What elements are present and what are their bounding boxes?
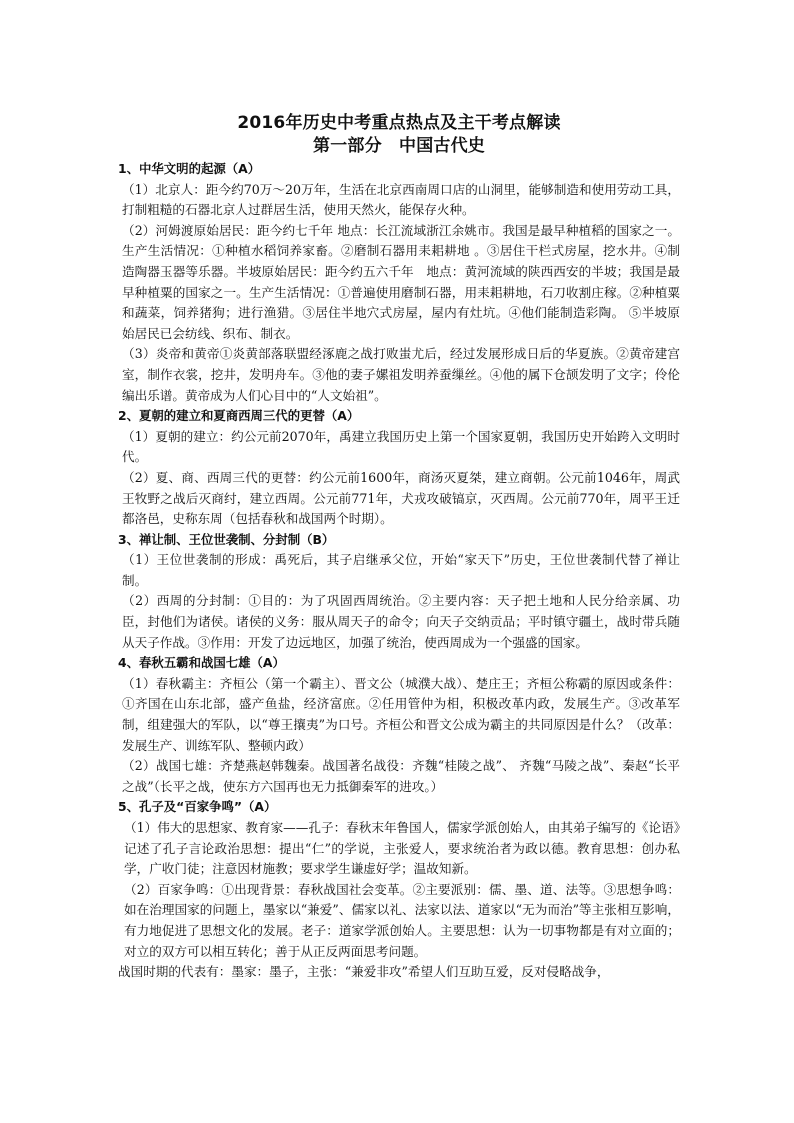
section-heading: 2、夏朝的建立和夏商西周三代的更替（A）	[118, 408, 360, 424]
section-2	[118, 406, 680, 530]
document-page	[118, 112, 680, 983]
paragraph: （1）伟大的思想家、教育家——孔子：春秋末年鲁国人，儒家学派创始人，由其弟子编写的《论语》记述了孔子言论政治思想：提出“仁”的学说，主张爱人，要求统治者为政以德。教育思想：创办私学，广收门徒；注意因材施教；要求学生谦虚好学；温故知新。	[124, 820, 680, 877]
paragraph: （2）战国七雄：齐楚燕赵韩魏秦。战国著名战役：齐魏“桂陵之战”、 齐魏“马陵之战”、秦赵“长平之战”（长平之战，使东方六国再也无力抵御秦军的进攻。）	[122, 758, 680, 794]
paragraph: （1）夏朝的建立：约公元前2070年，禹建立我国历史上第一个国家夏朝，我国历史开始跨入文明时代。	[122, 428, 680, 465]
section-heading: 1、中华文明的起源（A）	[118, 161, 261, 176]
section-3	[118, 530, 680, 654]
section-1	[118, 159, 680, 406]
paragraph: （1）春秋霸主：齐桓公（第一个霸主）、晋文公（城濮大战）、楚庄王；齐桓公称霸的原因或条件：①齐国在山东北部，盛产鱼盐，经济富庶。②任用管仲为相，积极改革内政，发展生产。③改革军制，组建强大的军队，以“尊王攘夷”为口号。齐桓公和晋文公成为霸主的共同原因是什么？（改革：发展生产、训练军队、整顿内政）	[122, 675, 680, 753]
paragraph: （1）北京人：距今约70万～20万年，生活在北京西南周口店的山洞里，能够制造和使用劳动工具，打制粗糙的石器北京人过群居生活，使用天然火，能保存火种。	[122, 181, 680, 218]
section-5	[118, 797, 680, 982]
paragraph: （2）夏、商、西周三代的更替：约公元前1600年，商汤灭夏桀，建立商朝。公元前1046年，周武王牧野之战后灭商纣，建立西周。公元前771年，犬戎攻破镐京，灭西周。公元前770年，周平王迁都洛邑，史称东周（包括春秋和战国两个时期）。	[122, 469, 680, 527]
section-heading: 4、春秋五霸和战国七雄（A）	[118, 655, 285, 671]
section-4	[118, 653, 680, 797]
paragraph: （1）王位世袭制的形成：禹死后，其子启继承父位，开始“家天下”历史，王位世袭制代替了禅让制。	[122, 552, 680, 588]
paragraph: 战国时期的代表有：墨家：墨子，主张：“兼爱非攻”希望人们互助互爱，反对侵略战争，	[118, 964, 610, 980]
paragraph: （2）西周的分封制：①目的：为了巩固西周统治。②主要内容：天子把土地和人民分给亲属、功臣，封他们为诸侯。诸侯的义务：服从周天子的命令；向天子交纳贡品；平时镇守疆土，战时带兵随从天子作战。③作用：开发了边远地区，加强了统治，使西周成为一个强盛的国家。	[122, 593, 680, 650]
section-heading: 3、禅让制、王位世袭制、分封制（B）	[118, 531, 335, 547]
page-title: 2016年历史中考重点热点及主干考点解读	[237, 113, 561, 133]
paragraph: （2）河姆渡原始居民：距今约七千年 地点：长江流域浙江余姚市。我国是最早种植稻的国家之一。生产生活情况：①种植水稻饲养家畜。②磨制石器用耒耜耕地 。③居住干栏式房屋，挖水井。④制造陶器玉器等乐器。半坡原始居民：距今约五六千年 地点：黄河流域的陕西西安的半坡；我国是最早种植粟的国家之一。生产生活情况：①普遍使用磨制石器，用耒耜耕地，石刀收割庄稼。②种植粟和蔬菜，饲养猪狗；进行渔猎。③居住半地穴式房屋，屋内有灶坑。④他们能制造彩陶。 ⑤半坡原始居民已会纺线、织布、制衣。	[122, 222, 680, 341]
paragraph: （2）百家争鸣：①出现背景：春秋战国社会变革。②主要派别：儒、墨、道、法等。③思想争鸣：如在治理国家的问题上，墨家以“兼爱”、儒家以礼、法家以法、道家以“无为而治”等主张相互影响，有力地促进了思想文化的发展。老子：道家学派创始人。主要思想：认为一切事物都是有对立面的；对立的双方可以相互转化；善于从正反两面思考问题。	[124, 881, 680, 959]
paragraph: （3）炎帝和黄帝①炎黄部落联盟经涿鹿之战打败蚩尤后，经过发展形成日后的华夏族。②黄帝建宫室，制作衣裳，挖井，发明舟车。③他的妻子嫘祖发明养蚕缫丝。④他的属下仓颉发明了文字；伶伦编出乐谱。黄帝成为人们心目中的“人文始祖”。	[122, 346, 680, 403]
section-heading: 5、孔子及“百家争鸣”（A）	[118, 799, 277, 815]
page-subtitle: 第一部分 中国古代史	[313, 136, 485, 156]
